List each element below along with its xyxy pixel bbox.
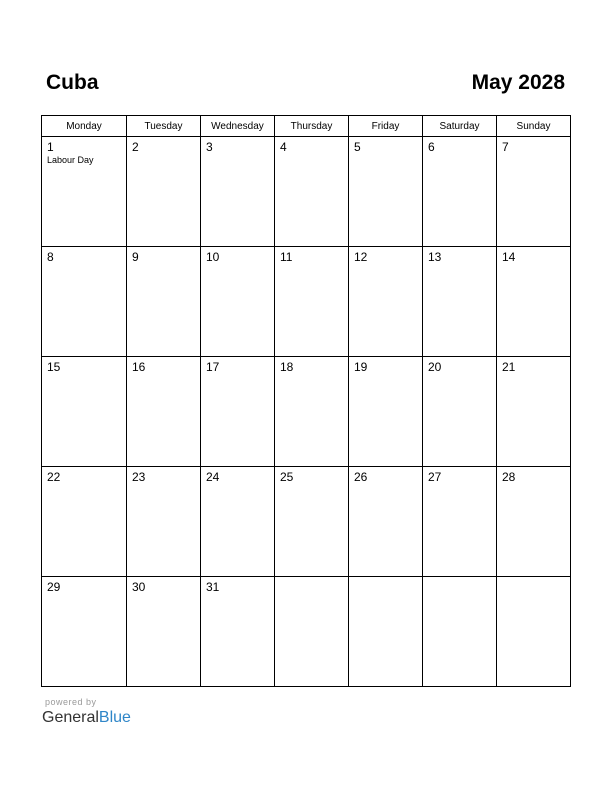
day-number: 1 [47,140,54,154]
day-cell [349,137,423,247]
day-cell [349,357,423,467]
day-number: 26 [354,470,368,484]
weekday-monday: Monday [42,116,127,137]
day-number: 20 [428,360,442,374]
day-number: 15 [47,360,61,374]
weekday-wednesday: Wednesday [201,116,275,137]
day-number: 18 [280,360,294,374]
weekday-friday: Friday [349,116,423,137]
day-number: 31 [206,580,220,594]
day-number: 22 [47,470,61,484]
day-cell [42,467,127,577]
day-number: 5 [354,140,361,154]
day-cell [127,247,201,357]
day-cell [423,357,497,467]
day-number: 9 [132,250,139,264]
day-cell [497,247,571,357]
day-cell [275,577,349,687]
weekday-thursday: Thursday [275,116,349,137]
day-cell [275,357,349,467]
day-number: 13 [428,250,442,264]
day-number: 7 [502,140,509,154]
calendar-grid [41,115,571,687]
weekday-saturday: Saturday [423,116,497,137]
day-cell [423,577,497,687]
day-number: 23 [132,470,146,484]
weekday-header-row [42,116,571,137]
generalblue-logo[interactable] [42,708,131,728]
day-cell [42,137,127,247]
day-cell [497,467,571,577]
day-cell [127,467,201,577]
day-number: 19 [354,360,368,374]
day-cell [275,247,349,357]
day-cell [497,137,571,247]
day-number: 25 [280,470,294,484]
week-row [42,137,571,247]
week-row [42,577,571,687]
day-cell [349,577,423,687]
day-cell [201,577,275,687]
day-cell [201,467,275,577]
day-cell [201,357,275,467]
day-cell [349,467,423,577]
footer-branding [42,697,131,728]
day-cell [423,137,497,247]
day-cell [42,357,127,467]
day-cell [201,137,275,247]
day-number: 12 [354,250,368,264]
country-title: Cuba [46,71,99,94]
week-row [42,467,571,577]
day-cell [275,467,349,577]
day-cell [275,137,349,247]
day-cell [42,577,127,687]
day-number: 17 [206,360,220,374]
day-cell [201,247,275,357]
day-number: 27 [428,470,442,484]
powered-by-label: powered by [45,697,97,707]
brand-blue-text: Blue [98,709,131,726]
day-number: 4 [280,140,287,154]
day-number: 3 [206,140,213,154]
holiday-label: Labour Day [47,155,94,165]
day-number: 10 [206,250,220,264]
day-cell [127,137,201,247]
day-number: 21 [502,360,516,374]
day-number: 29 [47,580,61,594]
month-year-title: May 2028 [471,71,565,94]
weekday-sunday: Sunday [497,116,571,137]
day-number: 11 [280,250,293,264]
day-cell [497,357,571,467]
week-row [42,247,571,357]
day-cell [349,247,423,357]
weekday-tuesday: Tuesday [127,116,201,137]
day-number: 28 [502,470,516,484]
day-cell [42,247,127,357]
day-number: 8 [47,250,54,264]
day-cell [497,577,571,687]
week-row [42,357,571,467]
brand-general-text: General [42,709,99,726]
day-number: 24 [206,470,220,484]
day-number: 30 [132,580,146,594]
day-number: 6 [428,140,435,154]
day-number: 16 [132,360,146,374]
day-number: 2 [132,140,139,154]
day-number: 14 [502,250,516,264]
day-cell [423,467,497,577]
day-cell [127,577,201,687]
day-cell [423,247,497,357]
day-cell [127,357,201,467]
